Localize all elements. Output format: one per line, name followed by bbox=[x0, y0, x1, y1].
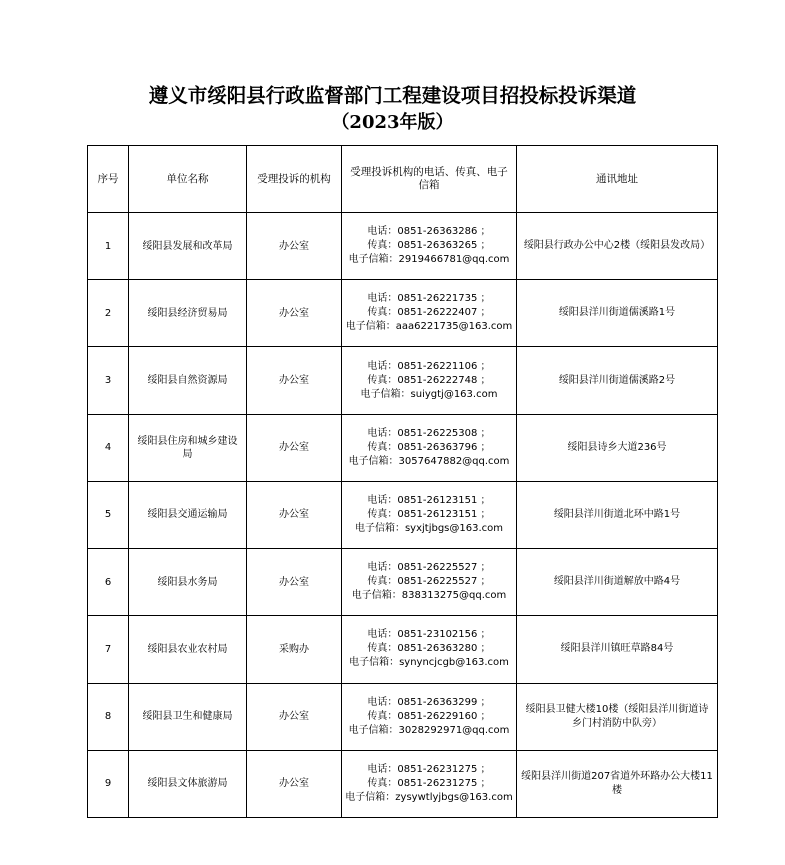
contact-email: 电子信箱：3057647882@qq.com bbox=[348, 455, 510, 467]
cell-contact bbox=[342, 213, 517, 280]
table-row bbox=[88, 750, 718, 817]
contact-phone: 电话：0851-26225308 ； bbox=[367, 427, 491, 439]
cell-address: 绥阳县洋川街道儒溪路2号 bbox=[517, 347, 718, 414]
contact-phone: 电话：0851-23102156 ； bbox=[367, 629, 491, 641]
table-row bbox=[88, 549, 718, 616]
header-contact: 受理投诉机构的电话、传真、电子信箱 bbox=[342, 146, 517, 213]
cell-contact bbox=[342, 280, 517, 347]
document-title: 遵义市绥阳县行政监督部门工程建设项目招投标投诉渠道 bbox=[148, 84, 637, 107]
cell-unit: 绥阳县发展和改革局 bbox=[129, 213, 247, 280]
contact-phone: 电话：0851-26123151 ； bbox=[367, 494, 491, 506]
table-row bbox=[88, 683, 718, 750]
contact-email: 电子信箱：suiygtj@163.com bbox=[360, 388, 498, 400]
contact-email: 电子信箱：synyncjcgb@163.com bbox=[349, 657, 509, 669]
cell-unit: 绥阳县水务局 bbox=[129, 549, 247, 616]
cell-address: 绥阳县洋川镇旺草路84号 bbox=[517, 616, 718, 683]
cell-no: 9 bbox=[88, 750, 129, 817]
contact-fax: 传真：0851-26229160 ； bbox=[367, 710, 491, 722]
cell-office: 办公室 bbox=[247, 481, 342, 548]
table-row bbox=[88, 213, 718, 280]
cell-unit: 绥阳县住房和城乡建设局 bbox=[129, 414, 247, 481]
contact-email: 电子信箱：3028292971@qq.com bbox=[348, 724, 510, 736]
cell-office: 办公室 bbox=[247, 414, 342, 481]
cell-no: 6 bbox=[88, 549, 129, 616]
cell-no: 4 bbox=[88, 414, 129, 481]
cell-address: 绥阳县诗乡大道236号 bbox=[517, 414, 718, 481]
contact-email: 电子信箱：2919466781@qq.com bbox=[348, 254, 510, 266]
table-row bbox=[88, 414, 718, 481]
cell-no: 2 bbox=[88, 280, 129, 347]
contact-fax: 传真：0851-26363796 ； bbox=[367, 441, 491, 453]
cell-unit: 绥阳县交通运输局 bbox=[129, 481, 247, 548]
cell-office: 办公室 bbox=[247, 750, 342, 817]
table-row bbox=[88, 347, 718, 414]
contact-email: 电子信箱：aaa6221735@163.com bbox=[345, 321, 513, 333]
document-subtitle: （2023年版） bbox=[331, 112, 454, 133]
header-office: 受理投诉的机构 bbox=[247, 146, 342, 213]
contact-phone: 电话：0851-26363286 ； bbox=[367, 226, 491, 238]
table-row bbox=[88, 481, 718, 548]
cell-office: 办公室 bbox=[247, 683, 342, 750]
cell-contact bbox=[342, 481, 517, 548]
cell-unit: 绥阳县文体旅游局 bbox=[129, 750, 247, 817]
header-unit: 单位名称 bbox=[129, 146, 247, 213]
cell-address: 绥阳县卫健大楼10楼（绥阳县洋川街道诗乡门村消防中队旁） bbox=[517, 683, 718, 750]
contact-phone: 电话：0851-26231275 ； bbox=[367, 763, 491, 775]
contact-email: 电子信箱：838313275@qq.com bbox=[351, 590, 507, 602]
cell-office: 办公室 bbox=[247, 347, 342, 414]
complaint-channel-table bbox=[87, 145, 718, 818]
cell-contact bbox=[342, 549, 517, 616]
table-row bbox=[88, 616, 718, 683]
cell-no: 1 bbox=[88, 213, 129, 280]
cell-no: 5 bbox=[88, 481, 129, 548]
cell-no: 7 bbox=[88, 616, 129, 683]
cell-address: 绥阳县洋川街道儒溪路1号 bbox=[517, 280, 718, 347]
cell-office: 办公室 bbox=[247, 280, 342, 347]
cell-unit: 绥阳县农业农村局 bbox=[129, 616, 247, 683]
cell-office: 采购办 bbox=[247, 616, 342, 683]
cell-no: 3 bbox=[88, 347, 129, 414]
cell-contact bbox=[342, 414, 517, 481]
cell-address: 绥阳县洋川街道北环中路1号 bbox=[517, 481, 718, 548]
cell-office: 办公室 bbox=[247, 213, 342, 280]
contact-phone: 电话：0851-26221735 ； bbox=[367, 293, 491, 305]
contact-fax: 传真：0851-26123151 ； bbox=[367, 508, 491, 520]
cell-address: 绥阳县洋川街道207省道外环路办公大楼11楼 bbox=[517, 750, 718, 817]
table-header-row bbox=[88, 146, 718, 213]
cell-unit: 绥阳县自然资源局 bbox=[129, 347, 247, 414]
cell-unit: 绥阳县经济贸易局 bbox=[129, 280, 247, 347]
cell-address: 绥阳县洋川街道解放中路4号 bbox=[517, 549, 718, 616]
table-row bbox=[88, 280, 718, 347]
contact-phone: 电话：0851-26221106 ； bbox=[367, 360, 491, 372]
contact-phone: 电话：0851-26225527 ； bbox=[367, 562, 491, 574]
contact-fax: 传真：0851-26363280 ； bbox=[367, 643, 491, 655]
contact-phone: 电话：0851-26363299 ； bbox=[367, 696, 491, 708]
contact-fax: 传真：0851-26222748 ； bbox=[367, 374, 491, 386]
cell-contact bbox=[342, 750, 517, 817]
header-no: 序号 bbox=[88, 146, 129, 213]
cell-no: 8 bbox=[88, 683, 129, 750]
cell-contact bbox=[342, 683, 517, 750]
contact-fax: 传真：0851-26222407 ； bbox=[367, 307, 491, 319]
contact-email: 电子信箱：zysywtlyjbgs@163.com bbox=[345, 791, 513, 803]
contact-fax: 传真：0851-26225527 ； bbox=[367, 576, 491, 588]
contact-fax: 传真：0851-26231275 ； bbox=[367, 777, 491, 789]
cell-office: 办公室 bbox=[247, 549, 342, 616]
header-address: 通讯地址 bbox=[517, 146, 718, 213]
contact-email: 电子信箱：syxjtjbgs@163.com bbox=[354, 522, 504, 534]
cell-unit: 绥阳县卫生和健康局 bbox=[129, 683, 247, 750]
cell-contact bbox=[342, 347, 517, 414]
contact-fax: 传真：0851-26363265 ； bbox=[367, 240, 491, 252]
cell-contact bbox=[342, 616, 517, 683]
cell-address: 绥阳县行政办公中心2楼（绥阳县发改局） bbox=[517, 213, 718, 280]
